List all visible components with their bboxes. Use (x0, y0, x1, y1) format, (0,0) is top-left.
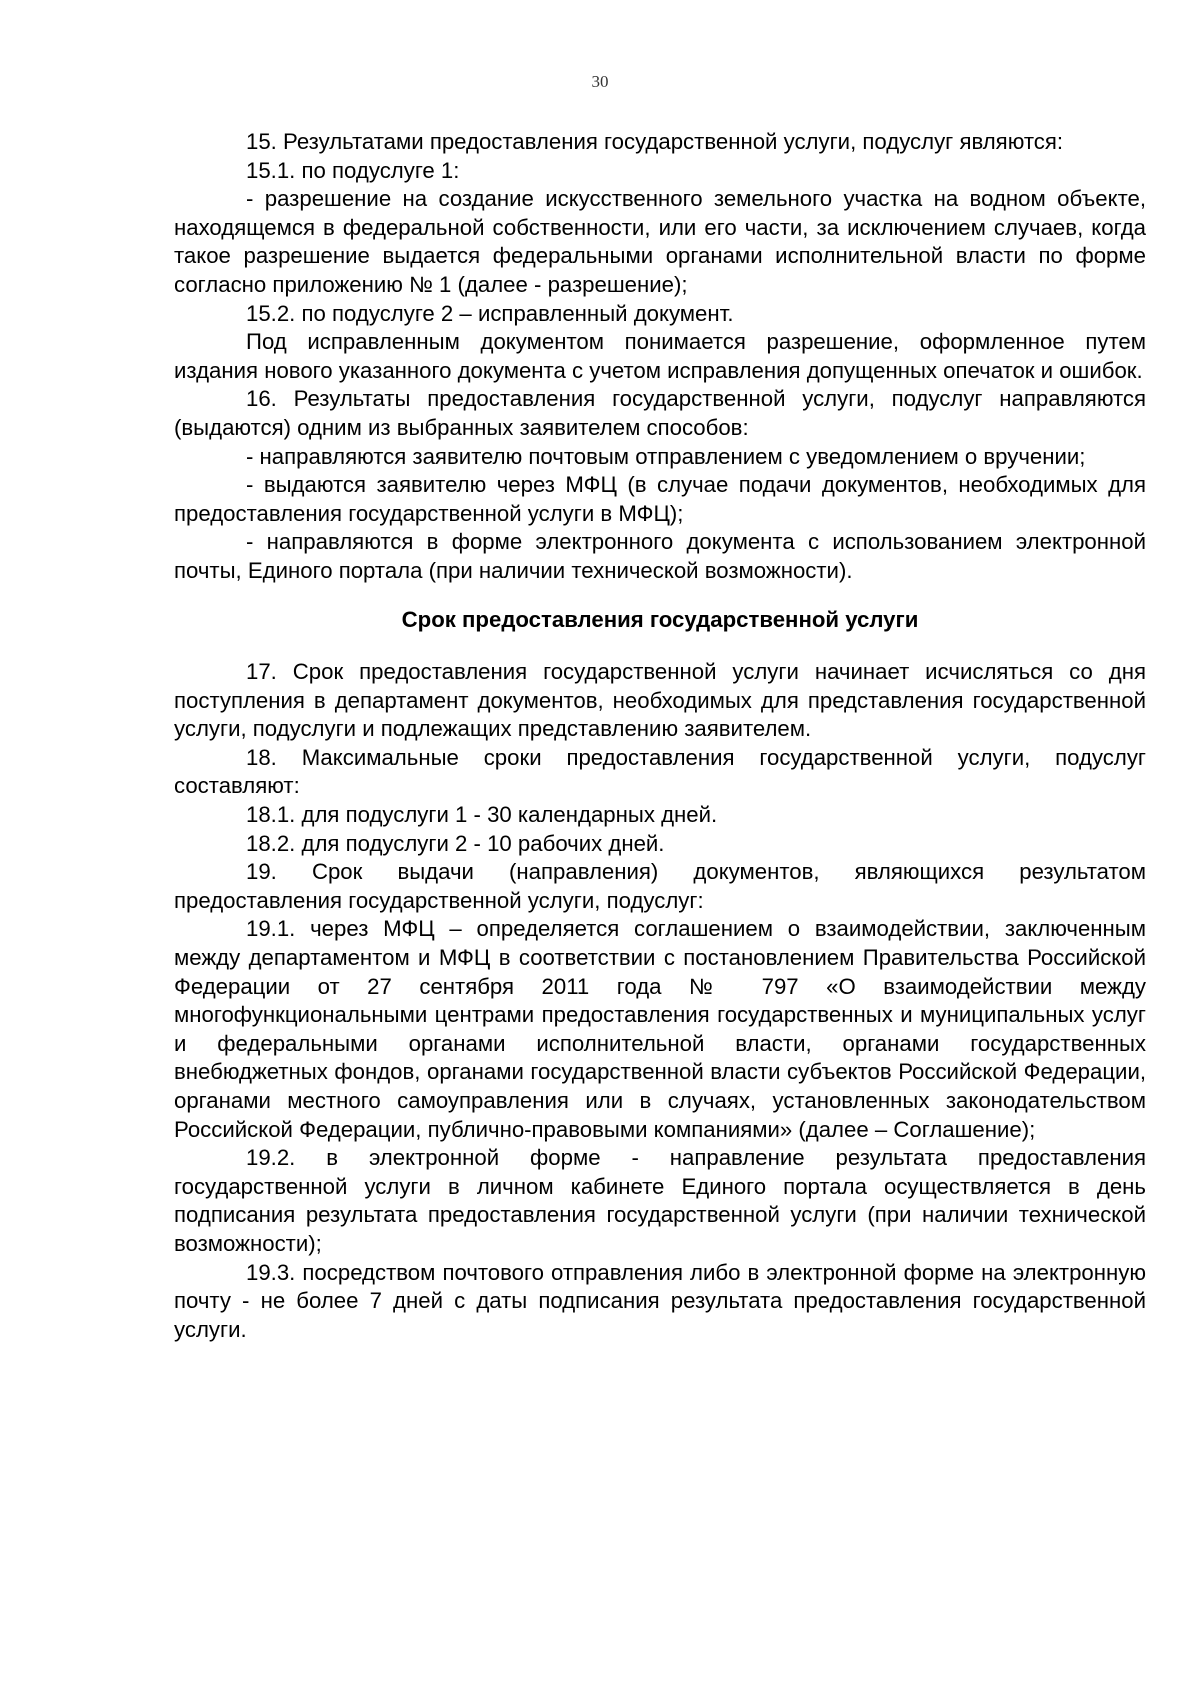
paragraph-18: 18. Максимальные сроки предоставления государственной услуги, подуслуг составляют: (174, 744, 1146, 799)
paragraph-corrected-document: Под исправленным документом понимается разрешение, оформленное путем издания нового указанного документа с учетом исправления допущенных опечаток и ошибок. (174, 329, 1146, 383)
paragraph-18-2: 18.2. для подуслуги 2 - 10 рабочих дней. (246, 830, 665, 856)
paragraph-19-1: 19.1. через МФЦ – определяется соглашением о взаимодействии, заключенным между департаментом и МФЦ в соответствии с постановлением Правительства Российской Федерации от 27 сентября 2011 года № 797 «О взаимодействии между многофункциональными центрами предоставления государственных и муниципальных услуг и федеральными органами исполнительной власти, органами государственных внебюджетных фондов, органами государственной власти субъектов Российской Федерации, органами местного самоуправления или в случаях, установленных законодательством Российской Федерации, публично-правовыми компаниями» (далее – Соглашение); (174, 916, 1146, 1142)
paragraph-16-item-mfc: - выдаются заявителю через МФЦ (в случае подачи документов, необходимых для предоставления государственной услуги в МФЦ); (174, 472, 1146, 526)
paragraph-16-item-electronic: - направляются в форме электронного документа с использованием электронной почты, Единого портала (при наличии технической возможности). (174, 529, 1146, 583)
paragraph-19-3: 19.3. посредством почтового отправления либо в электронной форме на электронную почту - не более 7 дней с даты подписания результата предоставления государственной услуги. (174, 1259, 1146, 1342)
paragraph-19-2: 19.2. в электронной форме - направление результата предоставления государственной услуги в личном кабинете Единого портала осуществляется в день подписания результата предоставления государственной услуги (при наличии технической возможности); (174, 1145, 1146, 1256)
paragraph-15-1: 15.1. по подуслуге 1: (246, 157, 460, 183)
section-heading: Срок предоставления государственной услуги (401, 606, 919, 632)
document-body (174, 128, 1146, 1344)
paragraph-17: 17. Срок предоставления государственной услуги начинает исчисляться со дня поступления в департамент документов, необходимых для представления государственной услуги, подуслуги и подлежащих представлению заявителем. (174, 659, 1146, 742)
page-number: 30 (591, 72, 609, 91)
paragraph-16: 16. Результаты предоставления государственной услуги, подуслуг направляются (выдаются) одним из выбранных заявителем способов: (174, 386, 1146, 440)
paragraph-15-2: 15.2. по подуслуге 2 – исправленный документ. (246, 300, 734, 326)
paragraph-15: 15. Результатами предоставления государственной услуги, подуслуг являются: (246, 129, 1064, 154)
paragraph-18-1: 18.1. для подуслуги 1 - 30 календарных дней. (246, 802, 718, 828)
paragraph-16-item-mail: - направляются заявителю почтовым отправлением с уведомлением о вручении; (246, 443, 1086, 469)
paragraph-19: 19. Срок выдачи (направления) документов, являющихся результатом предоставления государственной услуги, подуслуг: (174, 859, 1146, 913)
paragraph-15-1-item: - разрешение на создание искусственного земельного участка на водном объекте, находящемся в федеральной собственности, или его части, за исключением случаев, когда такое разрешение выдается федеральными органами исполнительной власти по форме согласно приложению № 1 (далее - разрешение); (174, 186, 1146, 297)
